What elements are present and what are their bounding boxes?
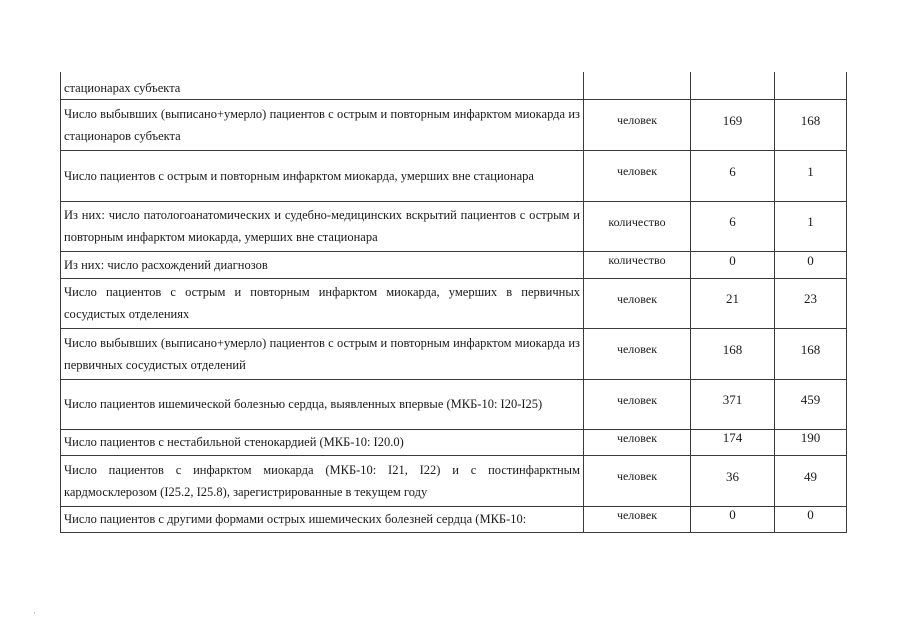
table-row	[61, 328, 847, 379]
row-value-1: 21	[691, 278, 775, 328]
row-unit: человек	[584, 99, 691, 150]
row-value-2: 49	[775, 455, 847, 506]
row-unit: количество	[584, 201, 691, 251]
row-description: Из них: число расхождений диагнозов	[61, 251, 584, 278]
row-description: Число пациентов с другими формами острых ишемических болезней сердца (МКБ-10:	[61, 506, 584, 532]
row-value-2: 459	[775, 379, 847, 429]
row-value-1: 0	[691, 506, 775, 532]
row-description: Число пациентов с нестабильной стенокардией (МКБ-10: I20.0)	[61, 429, 584, 455]
row-description: Из них: число патологоанатомических и судебно-медицинских вскрытий пациентов с острым и повторным инфарктом миокарда, умерших вне стационара	[61, 201, 584, 251]
statistics-table	[60, 72, 847, 533]
row-unit: человек	[584, 429, 691, 455]
table-row	[61, 72, 847, 99]
row-description: Число пациентов ишемической болезнью сердца, выявленных впервые (МКБ-10: I20-I25)	[61, 379, 584, 429]
row-description: Число выбывших (выписано+умерло) пациентов с острым и повторным инфарктом миокарда из первичных сосудистых отделений	[61, 328, 584, 379]
row-value-2: 23	[775, 278, 847, 328]
table-row	[61, 506, 847, 532]
row-description: Число пациентов с острым и повторным инфарктом миокарда, умерших в первичных сосудистых отделениях	[61, 278, 584, 328]
row-value-2: 0	[775, 251, 847, 278]
row-description: Число пациентов с острым и повторным инфарктом миокарда, умерших вне стационара	[61, 150, 584, 201]
row-value-2: 1	[775, 150, 847, 201]
table-row	[61, 150, 847, 201]
table-row	[61, 251, 847, 278]
row-unit: человек	[584, 278, 691, 328]
row-unit: человек	[584, 506, 691, 532]
row-value-1	[691, 72, 775, 99]
row-value-2	[775, 72, 847, 99]
row-unit: человек	[584, 379, 691, 429]
scan-speck: ·	[33, 608, 36, 618]
row-value-1: 174	[691, 429, 775, 455]
row-value-1: 6	[691, 150, 775, 201]
row-value-2: 168	[775, 99, 847, 150]
row-unit: человек	[584, 328, 691, 379]
row-description: Число пациентов с инфарктом миокарда (МКБ-10: I21, I22) и с постинфарктным кардмосклерозом (I25.2, I25.8), зарегистрированные в текущем году	[61, 455, 584, 506]
row-description: Число выбывших (выписано+умерло) пациентов с острым и повторным инфарктом миокарда из стационаров субъекта	[61, 99, 584, 150]
table-row	[61, 201, 847, 251]
table-row	[61, 278, 847, 328]
row-value-1: 0	[691, 251, 775, 278]
row-value-1: 6	[691, 201, 775, 251]
row-description: стационарах субъекта	[61, 72, 584, 99]
row-value-2: 190	[775, 429, 847, 455]
row-value-1: 169	[691, 99, 775, 150]
row-value-1: 168	[691, 328, 775, 379]
row-unit: человек	[584, 455, 691, 506]
row-value-1: 36	[691, 455, 775, 506]
row-unit: человек	[584, 150, 691, 201]
row-value-2: 1	[775, 201, 847, 251]
table-row	[61, 379, 847, 429]
row-unit: количество	[584, 251, 691, 278]
row-value-1: 371	[691, 379, 775, 429]
row-unit	[584, 72, 691, 99]
table-row	[61, 429, 847, 455]
row-value-2: 0	[775, 506, 847, 532]
row-value-2: 168	[775, 328, 847, 379]
table-row	[61, 99, 847, 150]
table-row	[61, 455, 847, 506]
